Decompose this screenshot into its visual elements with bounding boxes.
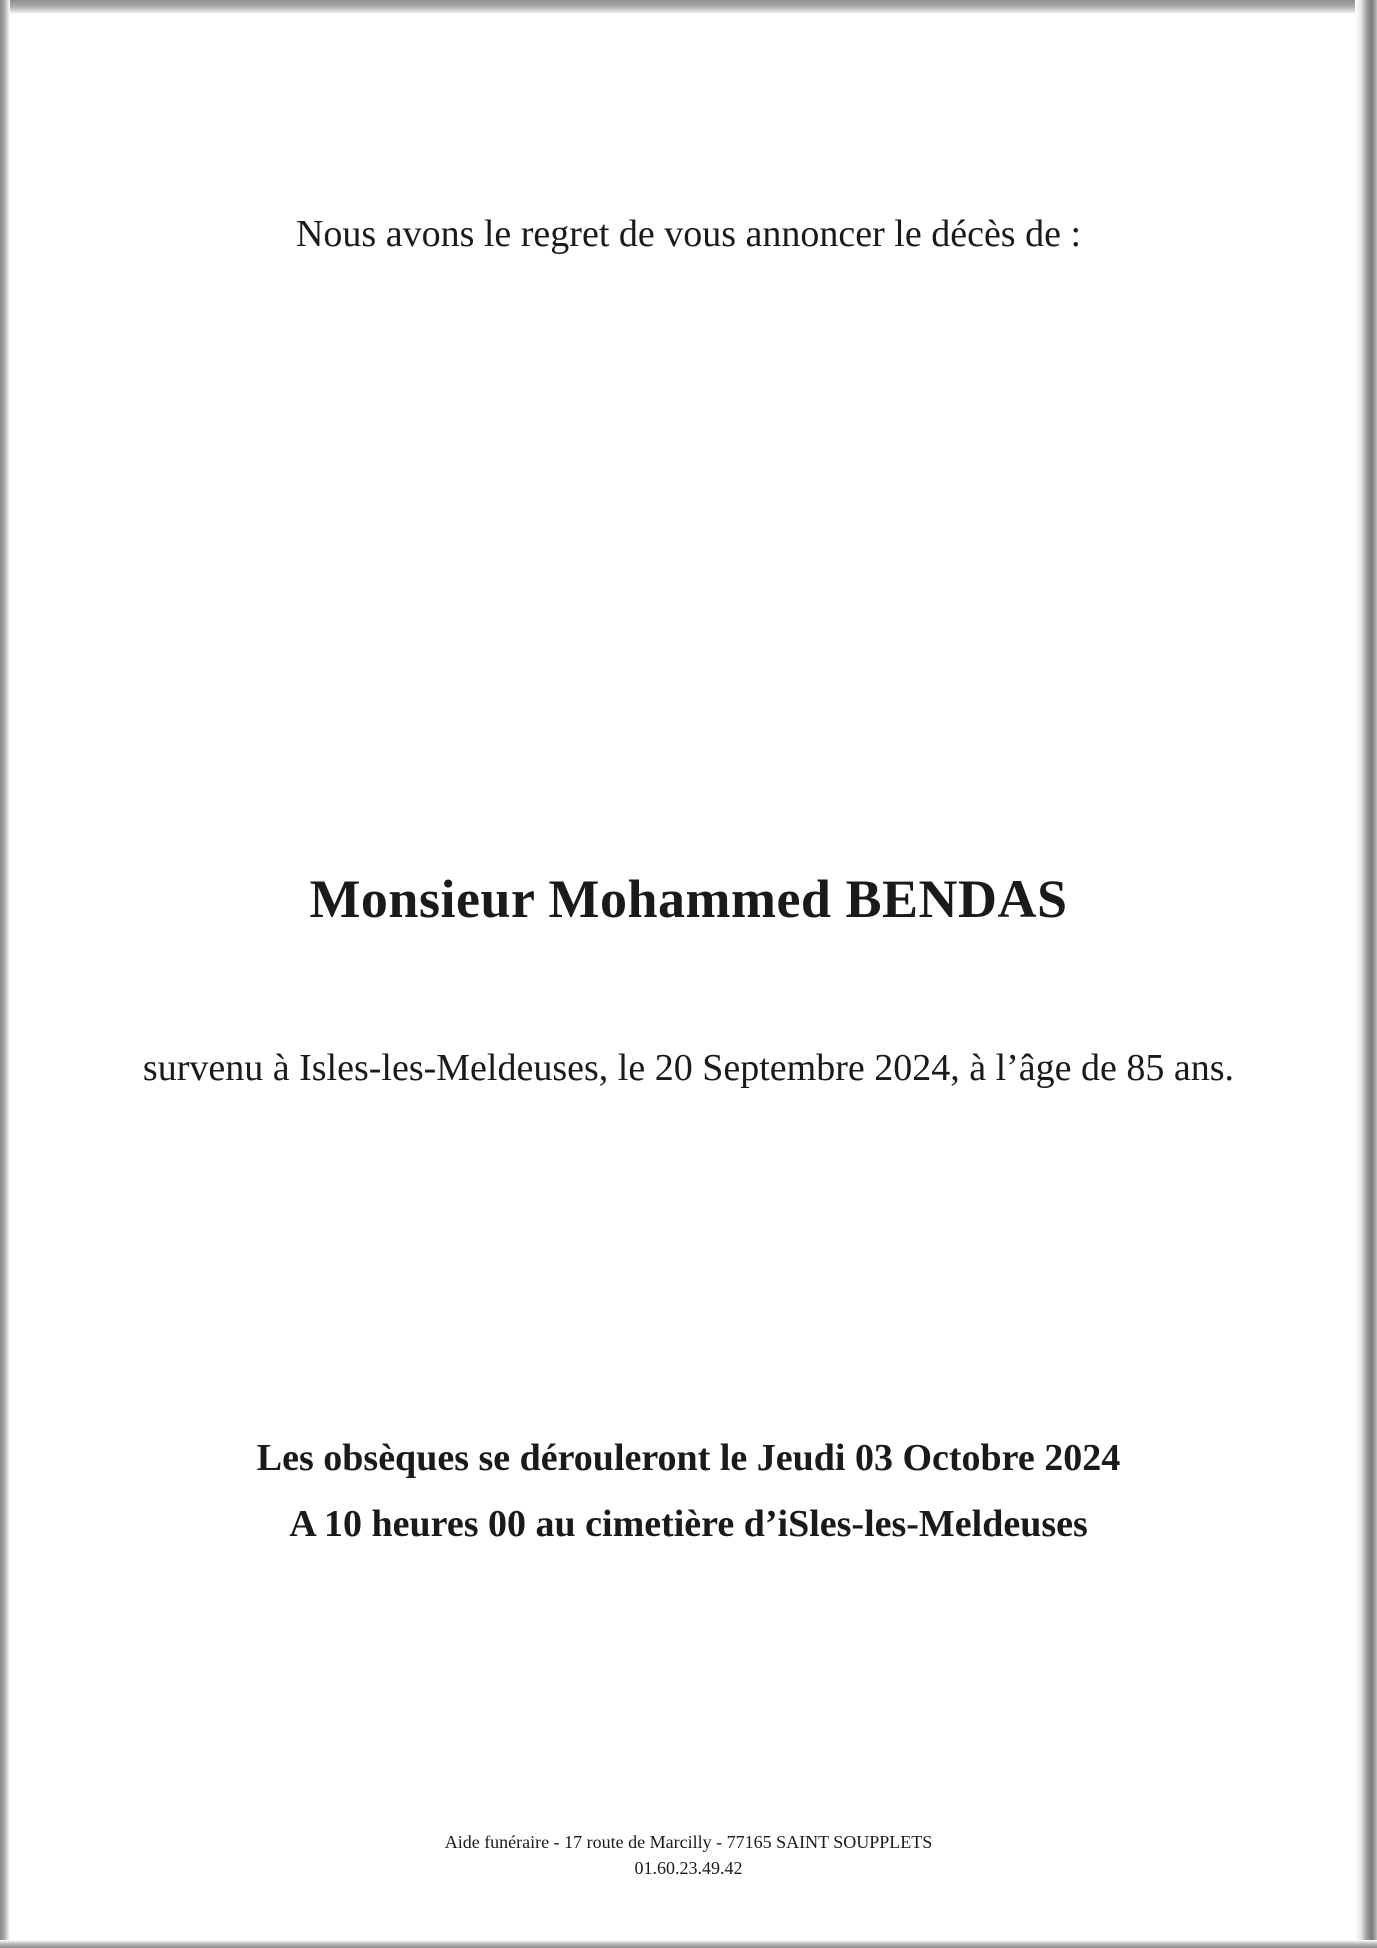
- intro-text: Nous avons le regret de vous annoncer le décès de :: [295, 213, 1082, 255]
- funeral-home-address: Aide funéraire - 17 route de Marcilly - 77165 SAINT SOUPPLETS: [444, 1832, 933, 1852]
- page-edge-bottom: [0, 1940, 1377, 1948]
- funeral-date-line: Les obsèques se dérouleront le Jeudi 03 Octobre 2024: [256, 1437, 1121, 1479]
- page-edge-top: [0, 0, 1377, 14]
- page-edge-left: [0, 0, 10, 1948]
- funeral-home-phone: 01.60.23.49.42: [634, 1858, 743, 1878]
- death-details: survenu à Isles-les-Meldeuses, le 20 Septembre 2024, à l’âge de 85 ans.: [142, 1047, 1235, 1089]
- page-edge-right: [1355, 0, 1377, 1948]
- deceased-name: Monsieur Mohammed BENDAS: [309, 869, 1068, 929]
- funeral-place-line: A 10 heures 00 au cimetière d’iSles-les-Meldeuses: [289, 1503, 1088, 1545]
